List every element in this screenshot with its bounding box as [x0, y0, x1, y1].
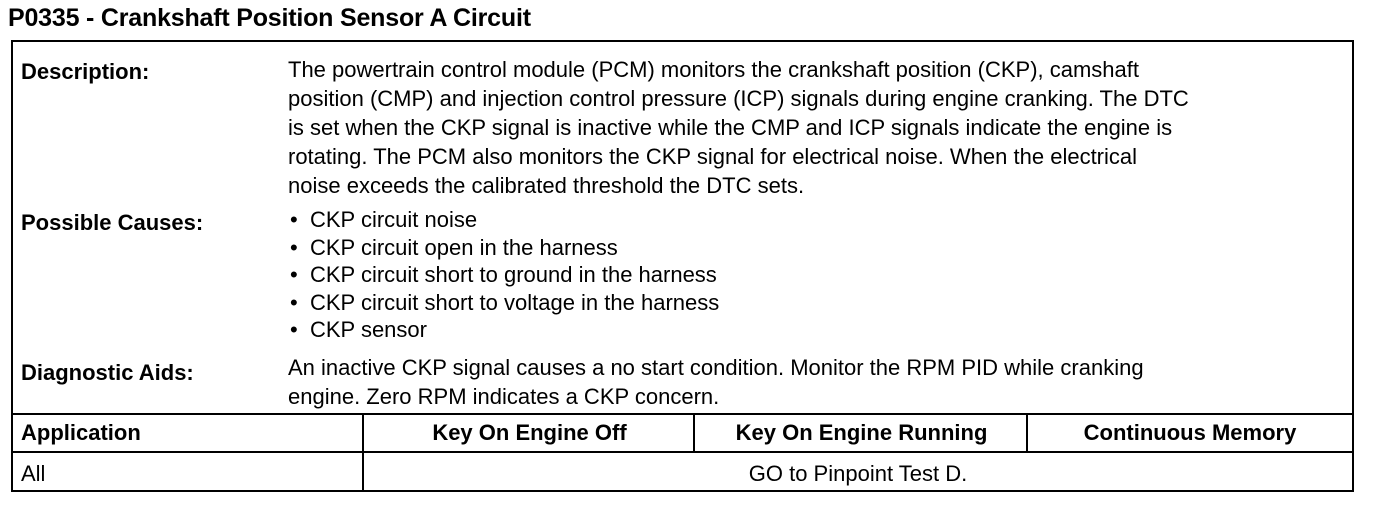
possible-causes-list	[288, 206, 1348, 344]
cell-application-value: All	[21, 460, 46, 486]
header-key-on-engine-off: Key On Engine Off	[364, 415, 695, 453]
cause-item: • CKP circuit short to voltage in the harness	[288, 289, 1348, 317]
diagnostic-aids-line: engine. Zero RPM indicates a CKP concern.	[288, 384, 720, 409]
description-text	[288, 55, 1348, 200]
cause-item: • CKP circuit noise	[288, 206, 1348, 234]
diagnostic-aids-text	[288, 353, 1348, 411]
cause-item: • CKP circuit short to ground in the harness	[288, 261, 1348, 289]
diagnostic-aids-line: An inactive CKP signal causes a no start condition. Monitor the RPM PID while cranking	[288, 355, 1144, 380]
description-line: position (CMP) and injection control pressure (ICP) signals during engine cranking. The DTC	[288, 86, 1189, 111]
cell-pinpoint-test-action: GO to Pinpoint Test D.	[748, 460, 968, 486]
application-table	[13, 413, 1352, 492]
dtc-info-box	[11, 40, 1354, 492]
page-title: P0335 - Crankshaft Position Sensor A Circuit	[8, 4, 531, 32]
possible-causes-label: Possible Causes:	[21, 210, 204, 235]
description-line: The powertrain control module (PCM) monitors the crankshaft position (CKP), camshaft	[288, 57, 1139, 82]
description-line: rotating. The PCM also monitors the CKP signal for electrical noise. When the electrical	[288, 144, 1138, 169]
cause-item: • CKP circuit open in the harness	[288, 234, 1348, 262]
diagnostic-aids-label: Diagnostic Aids:	[21, 360, 194, 385]
table-divider	[1026, 415, 1028, 453]
cause-item: • CKP sensor	[288, 316, 1348, 344]
table-divider	[693, 415, 695, 453]
description-line: noise exceeds the calibrated threshold the DTC sets.	[288, 173, 805, 198]
description-line: is set when the CKP signal is inactive while the CMP and ICP signals indicate the engine is	[288, 115, 1173, 140]
header-key-on-engine-running: Key On Engine Running	[695, 415, 1028, 453]
header-application: Application	[13, 415, 364, 453]
possible-causes-list-wrap	[288, 206, 1348, 344]
description-label: Description:	[21, 59, 150, 84]
header-continuous-memory: Continuous Memory	[1028, 415, 1352, 453]
